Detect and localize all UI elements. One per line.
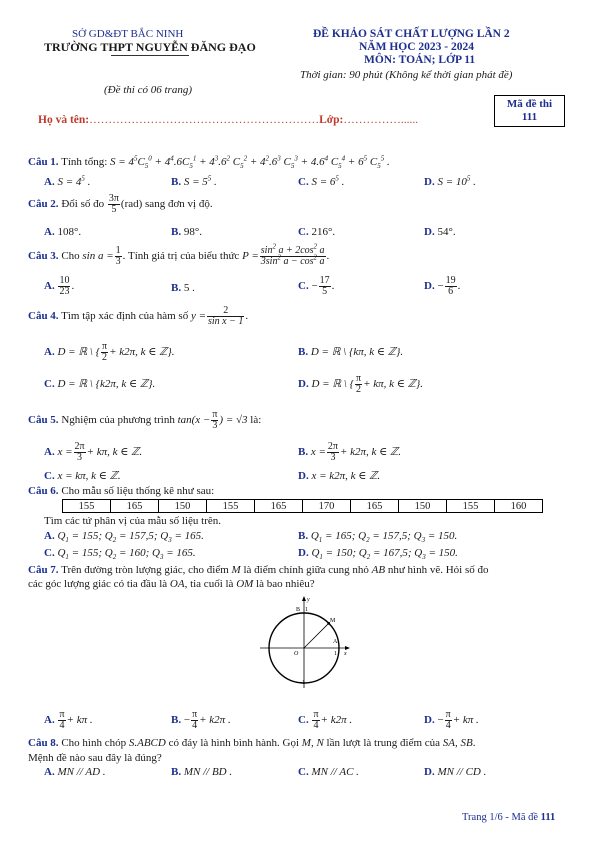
data-cell: 165 bbox=[111, 500, 159, 513]
q7-option-c[interactable]: C. $\frac{\pi}{4}$ + k2π . bbox=[298, 709, 353, 731]
name-dots: …………………………………………………… bbox=[89, 114, 320, 126]
data-table bbox=[62, 499, 543, 513]
q4-option-b[interactable]: B. D = ℝ \ {kπ, k ∈ ℤ}. bbox=[298, 346, 404, 358]
student-info-line bbox=[38, 114, 418, 126]
footer-text: Trang 1/6 - Mã đề bbox=[462, 812, 539, 823]
q8-option-b[interactable]: B. MN // BD . bbox=[171, 766, 233, 778]
x-axis-arrow bbox=[345, 646, 350, 650]
class-label: Lớp: bbox=[319, 114, 344, 126]
footer-code: 111 bbox=[540, 812, 556, 823]
label-b: B bbox=[296, 607, 301, 613]
data-cell: 155 bbox=[63, 500, 111, 513]
q5-option-c[interactable]: C. x = kπ, k ∈ ℤ. bbox=[44, 470, 121, 482]
exam-title: ĐỀ KHẢO SÁT CHẤT LƯỢNG LẦN 2 bbox=[313, 28, 510, 40]
q7-option-a[interactable]: A. $\frac{\pi}{4}$ + kπ . bbox=[44, 709, 93, 731]
q8-option-d[interactable]: D. MN // CD . bbox=[424, 766, 487, 778]
q2-option-c[interactable]: C. 216°. bbox=[298, 226, 336, 238]
label-y: y bbox=[307, 597, 310, 603]
label-o: O bbox=[294, 651, 299, 657]
unit-circle-diagram bbox=[256, 594, 352, 690]
question-7-line-1: Câu 7. Trên đường tròn lượng giác, cho điểm M là điểm chính giữa cung nhỏ AB như hình vẽ. Hỏi số đo bbox=[28, 564, 489, 576]
question-5: Câu 5. Nghiệm của phương trình tan(x − $\frac{\pi}{3}$ ) = √3 là: bbox=[28, 409, 262, 431]
class-dots: ……………...... bbox=[343, 114, 419, 126]
y-axis-arrow bbox=[302, 596, 306, 601]
q6-option-c[interactable]: C. $Q_1 = 155$; $Q_2 = 160$; $Q_3 = 165$. bbox=[44, 547, 196, 562]
data-cell: 160 bbox=[495, 500, 543, 513]
q5-option-b[interactable]: B. x = $\frac{2\pi}{3}$ + k2π, k ∈ ℤ. bbox=[298, 441, 402, 463]
data-cell: 150 bbox=[159, 500, 207, 513]
q8-option-c[interactable]: C. MN // AC . bbox=[298, 766, 359, 778]
q3-option-c[interactable]: C. − $\frac{17}{5}$ . bbox=[298, 275, 335, 297]
question-text: Tính tổng: bbox=[61, 156, 108, 168]
q2-option-b[interactable]: B. 98°. bbox=[171, 226, 202, 238]
question-number: Câu 1. bbox=[28, 156, 59, 168]
data-cell: 155 bbox=[207, 500, 255, 513]
department-name: SỞ GD&ĐT BẮC NINH bbox=[72, 28, 184, 40]
question-1 bbox=[28, 154, 390, 171]
label-1-x: 1 bbox=[334, 651, 337, 657]
label-1-y: 1 bbox=[305, 607, 308, 613]
pages-note: (Đề thi có 06 trang) bbox=[104, 84, 192, 96]
page-footer bbox=[462, 812, 555, 823]
ray-om bbox=[304, 623, 329, 648]
q7-option-d[interactable]: D. − $\frac{\pi}{4}$ + kπ . bbox=[424, 709, 479, 731]
label-x: x bbox=[344, 651, 347, 657]
time-note: Thời gian: 90 phút (Không kể thời gian phát đề) bbox=[300, 69, 513, 81]
question-6: Câu 6. Cho mẫu số liệu thống kê như sau: bbox=[28, 485, 215, 497]
question-3: Câu 3. Cho sin a = $\frac{1}{3}$ . Tính giá trị của biểu thức P = $\frac{\sin^2 a + 2\cos^2 a}{3\sin^2 a - \cos^2 a}$ . bbox=[28, 242, 330, 267]
q4-option-a[interactable]: A. D = ℝ \ { $\frac{\pi}{2}$ + k2π, k ∈ ℤ}. bbox=[44, 341, 175, 363]
q3-option-d[interactable]: D. − $\frac{19}{6}$ . bbox=[424, 275, 461, 297]
q6-option-d[interactable]: D. $Q_1 = 150$; $Q_2 = 167,5$; $Q_3 = 150$. bbox=[298, 547, 458, 562]
q6-option-a[interactable]: A. $Q_1 = 155$; $Q_2 = 157,5$; $Q_3 = 165$. bbox=[44, 530, 204, 545]
q5-option-d[interactable]: D. x = k2π, k ∈ ℤ. bbox=[298, 470, 381, 482]
q1-option-b[interactable]: B. $S = 5^5$ . bbox=[171, 174, 217, 188]
data-cell: 165 bbox=[351, 500, 399, 513]
header-divider bbox=[111, 55, 189, 56]
question-4: Câu 4. Tìm tập xác định của hàm số y = $\frac{2}{\text{sin x − 1}}$ . bbox=[28, 305, 249, 327]
q1-option-c[interactable]: C. $S = 6^5$ . bbox=[298, 174, 345, 188]
subject: MÔN: TOÁN; LỚP 11 bbox=[364, 54, 476, 66]
q7-option-b[interactable]: B. − $\frac{\pi}{4}$ + k2π . bbox=[171, 709, 231, 731]
q3-option-a[interactable]: A. $\frac{10}{23}$ . bbox=[44, 275, 75, 297]
question-7-line-2: các góc lượng giác có tia đầu là OA, tia cuối là OM là bao nhiêu? bbox=[28, 578, 315, 590]
q1-option-a[interactable]: A. $S = 4^5$ . bbox=[44, 174, 91, 188]
q8-option-a[interactable]: A. MN // AD . bbox=[44, 766, 106, 778]
q4-option-c[interactable]: C. D = ℝ \ {k2π, k ∈ ℤ}. bbox=[44, 378, 156, 390]
data-cell: 150 bbox=[399, 500, 447, 513]
question-8-line-2: Mệnh đề nào sau đây là đúng? bbox=[28, 752, 162, 764]
question-2: Câu 2. Đổi số đo $\frac{3\pi}{5}$ (rad) sang đơn vị độ. bbox=[28, 193, 213, 215]
question-6-task: Tìm các tứ phân vị của mẫu số liệu trên. bbox=[44, 515, 222, 527]
name-label: Họ và tên: bbox=[38, 114, 90, 126]
q3-option-b[interactable]: B. 5 . bbox=[171, 282, 195, 294]
q1-option-d[interactable]: D. $S = 10^5$ . bbox=[424, 174, 476, 188]
school-year: NĂM HỌC 2023 - 2024 bbox=[359, 41, 474, 53]
exam-code-label: Mã đề thi bbox=[506, 98, 553, 110]
exam-code-box bbox=[494, 95, 565, 127]
data-cell: 155 bbox=[447, 500, 495, 513]
question-8-line-1: Câu 8. Cho hình chóp S.ABCD có đáy là hình bình hành. Gọi M, N lần lượt là trung điểm của SA, SB. bbox=[28, 737, 476, 749]
label-m: M bbox=[330, 618, 336, 624]
q4-option-d[interactable]: D. D = ℝ \ { $\frac{\pi}{2}$ + kπ, k ∈ ℤ}. bbox=[298, 373, 423, 395]
q2-option-d[interactable]: D. 54°. bbox=[424, 226, 456, 238]
q6-option-b[interactable]: B. $Q_1 = 165$; $Q_2 = 157,5$; $Q_3 = 150$. bbox=[298, 530, 458, 545]
school-name: TRƯỜNG THPT NGUYỄN ĐĂNG ĐẠO bbox=[44, 40, 256, 54]
data-cell: 165 bbox=[255, 500, 303, 513]
exam-code-value: 111 bbox=[521, 111, 538, 123]
label-a: A bbox=[333, 639, 338, 645]
q5-option-a[interactable]: A. x = $\frac{2\pi}{3}$ + kπ, k ∈ ℤ. bbox=[44, 441, 143, 463]
label-minus-1: -1 bbox=[300, 680, 305, 686]
formula: $S = 4^5C_5^0 + 4^4.6C_5^1 + 4^3.6^2$ $C_5^2 + 4^2.6^3$ $C_5^3 + 4.6^4$ $C_5^4 + 6^5$ $C_5^5$ . bbox=[110, 154, 390, 171]
q2-option-a[interactable]: A. 108°. bbox=[44, 226, 82, 238]
data-cell: 170 bbox=[303, 500, 351, 513]
